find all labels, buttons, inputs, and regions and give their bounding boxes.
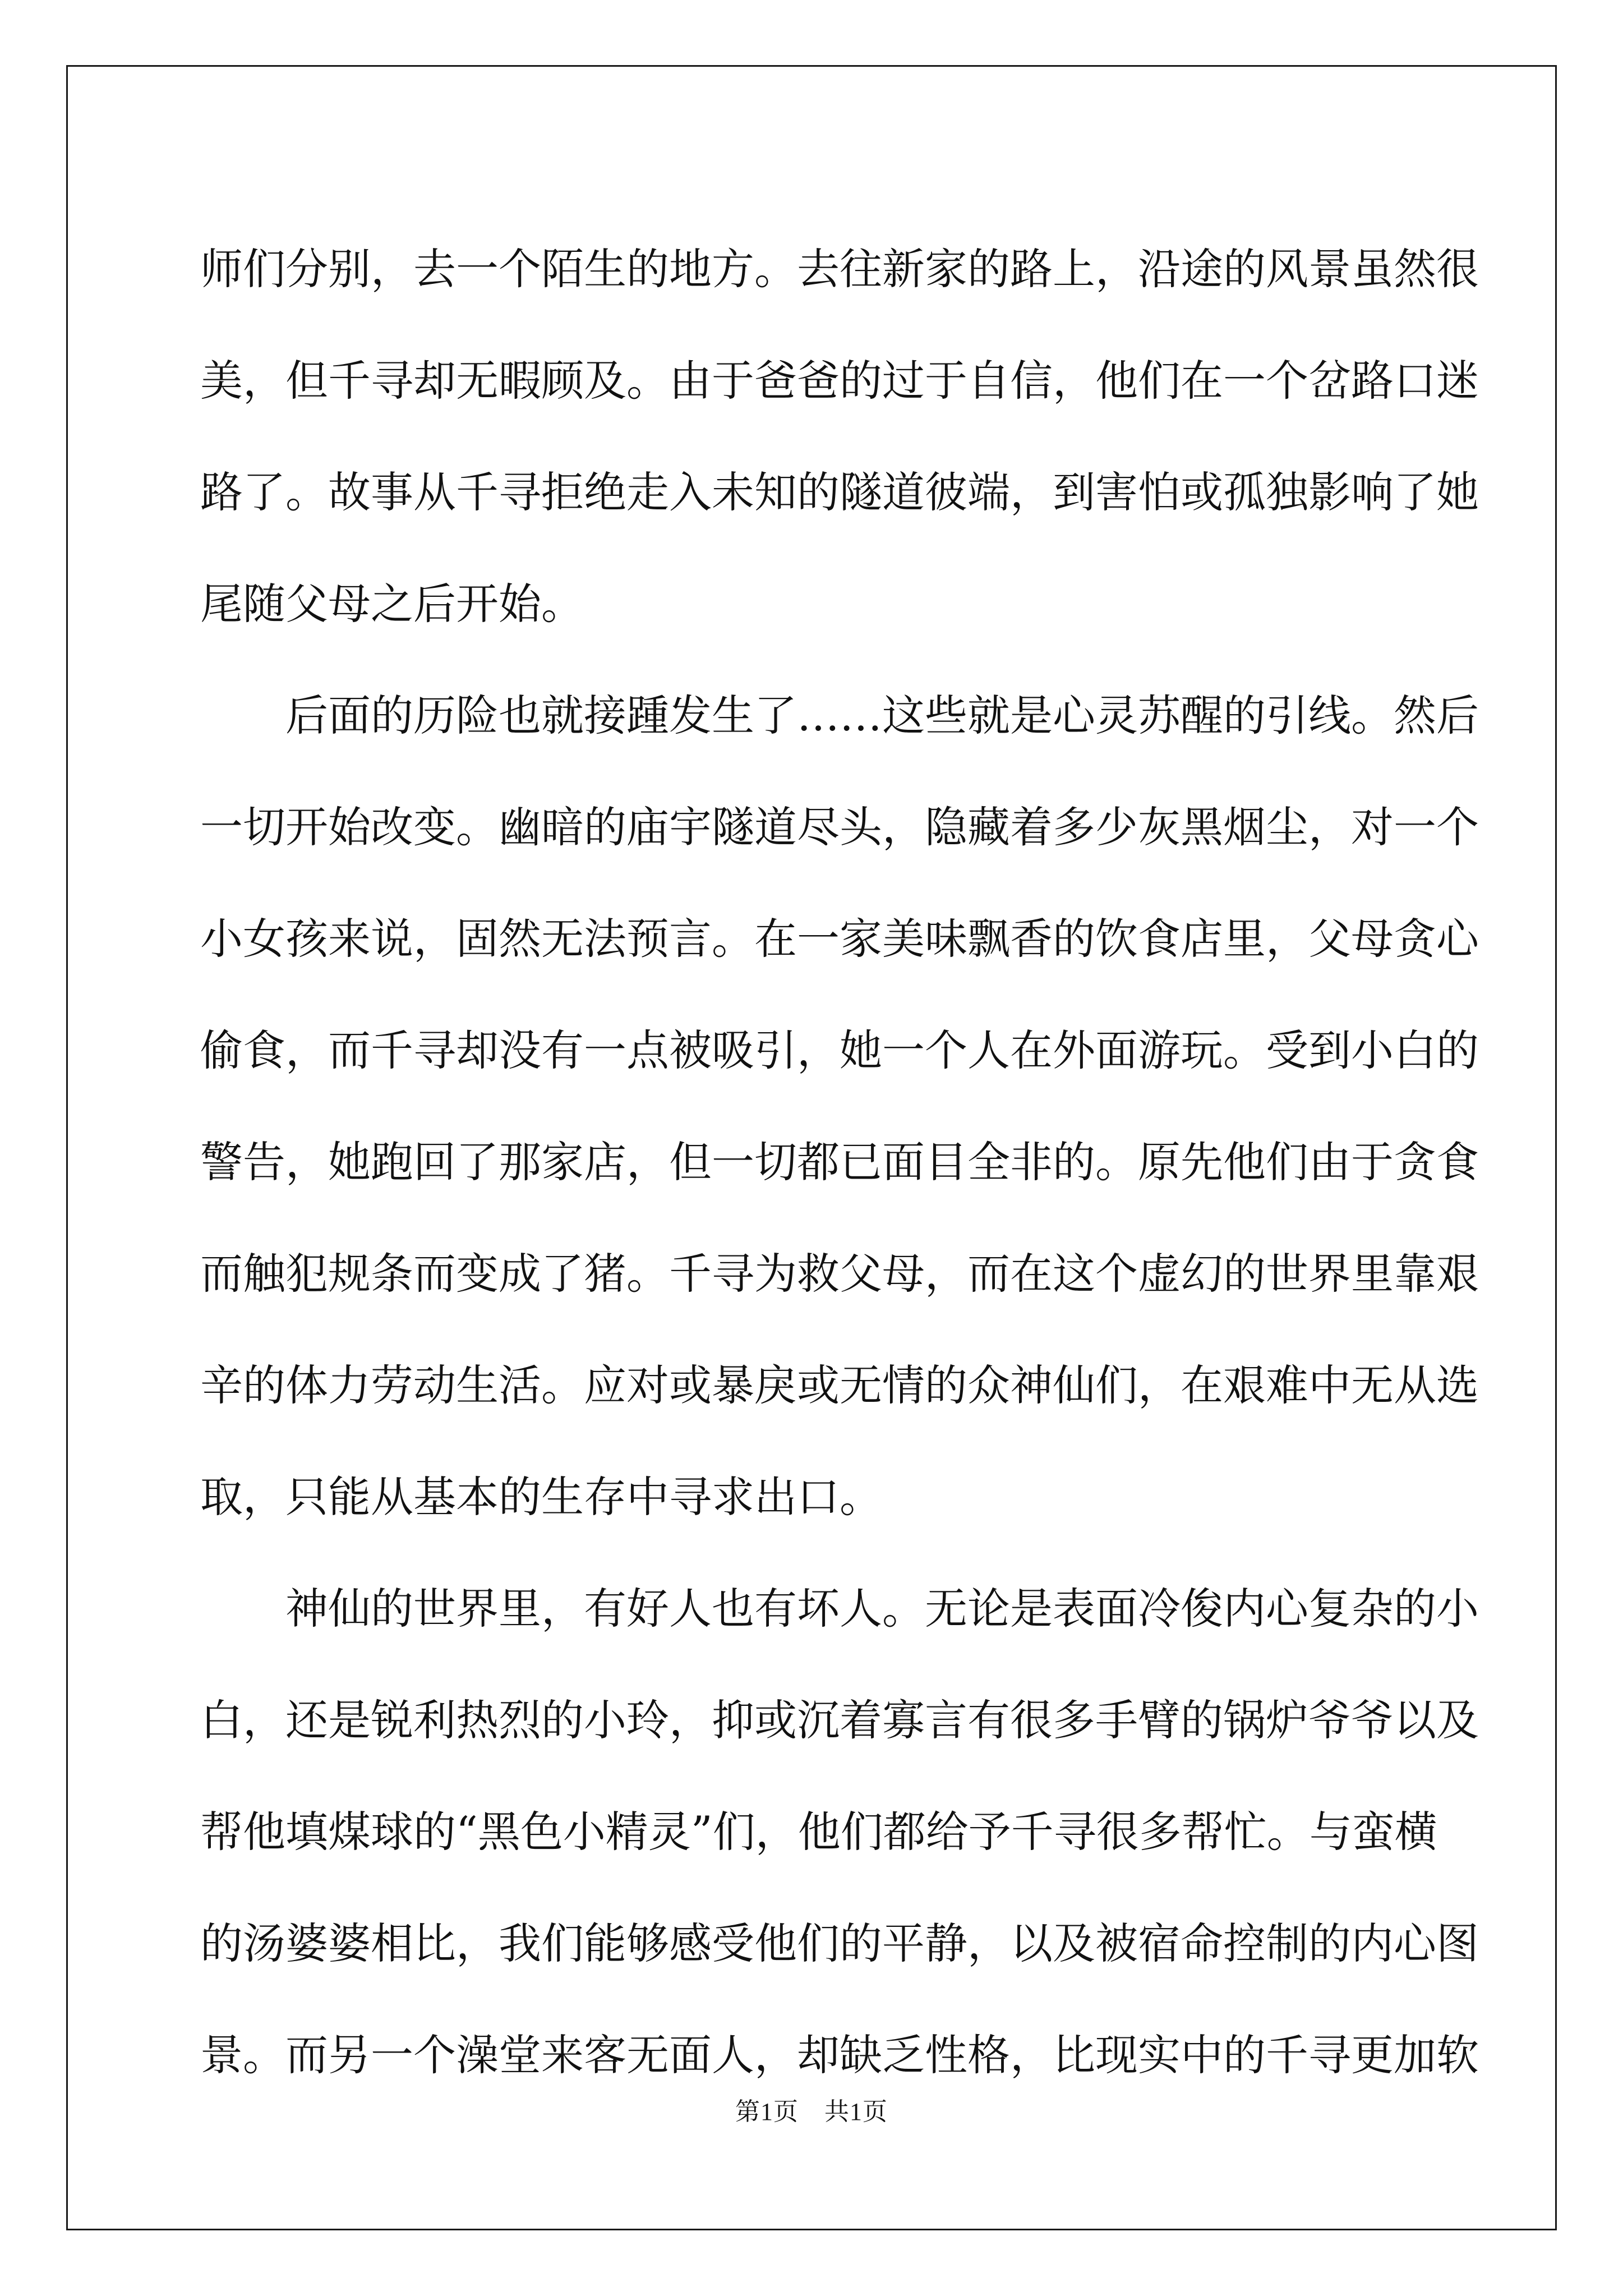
text-line: 景。而另一个澡堂来客无面人，却缺乏性格，比现实中的千寻更加软 [200,2030,1479,2080]
paragraph-3 [200,1553,1479,2111]
paragraph-1 [200,213,1479,660]
text-line: 小女孩来说，固然无法预言。在一家美味飘香的饮食店里，父母贪心 [200,914,1479,964]
text-line: 取，只能从基本的生存中寻求出口。 [200,1472,882,1522]
text-line: 美，但千寻却无暇顾及。由于爸爸的过于自信，他们在一个岔路口迷 [200,356,1479,406]
page-number: 第1页 [735,2098,799,2125]
text-line: 后面的历险也就接踵发生了……这些就是心灵苏醒的引线。然后 [200,691,1479,740]
document-body [200,213,1479,2111]
text-line: 辛的体力劳动生活。应对或暴戾或无情的众神仙们，在艰难中无从选 [200,1360,1479,1410]
text-line: 神仙的世界里，有好人也有坏人。无论是表面冷俊内心复杂的小 [200,1584,1479,1634]
text-line: 路了。故事从千寻拒绝走入未知的隧道彼端，到害怕或孤独影响了她 [200,467,1479,517]
text-line: 师们分别，去一个陌生的地方。去往新家的路上，沿途的风景虽然很 [200,244,1479,294]
paragraph-2 [200,660,1479,1553]
text-line: 尾随父母之后开始。 [200,579,584,629]
text-line: 白，还是锐利热烈的小玲，抑或沉着寡言有很多手臂的锅炉爷爷以及 [200,1695,1479,1745]
text-line: 的汤婆婆相比，我们能够感受他们的平静，以及被宿命控制的内心图 [200,1918,1479,1968]
text-line: 偷食，而千寻却没有一点被吸引，她一个人在外面游玩。受到小白的 [200,1025,1479,1075]
text-line: 而触犯规条而变成了猪。千寻为救父母，而在这个虚幻的世界里靠艰 [200,1249,1479,1299]
text-line: 一切开始改变。幽暗的庙宇隧道尽头，隐藏着多少灰黑烟尘，对一个 [200,802,1479,852]
page-total: 共1页 [824,2098,888,2125]
page-footer [0,2091,1623,2127]
text-line: 警告，她跑回了那家店，但一切都已面目全非的。原先他们由于贪食 [200,1137,1479,1187]
text-line: 帮他填煤球的“黑色小精灵”们，他们都给予千寻很多帮忙。与蛮横 [200,1807,1437,1857]
